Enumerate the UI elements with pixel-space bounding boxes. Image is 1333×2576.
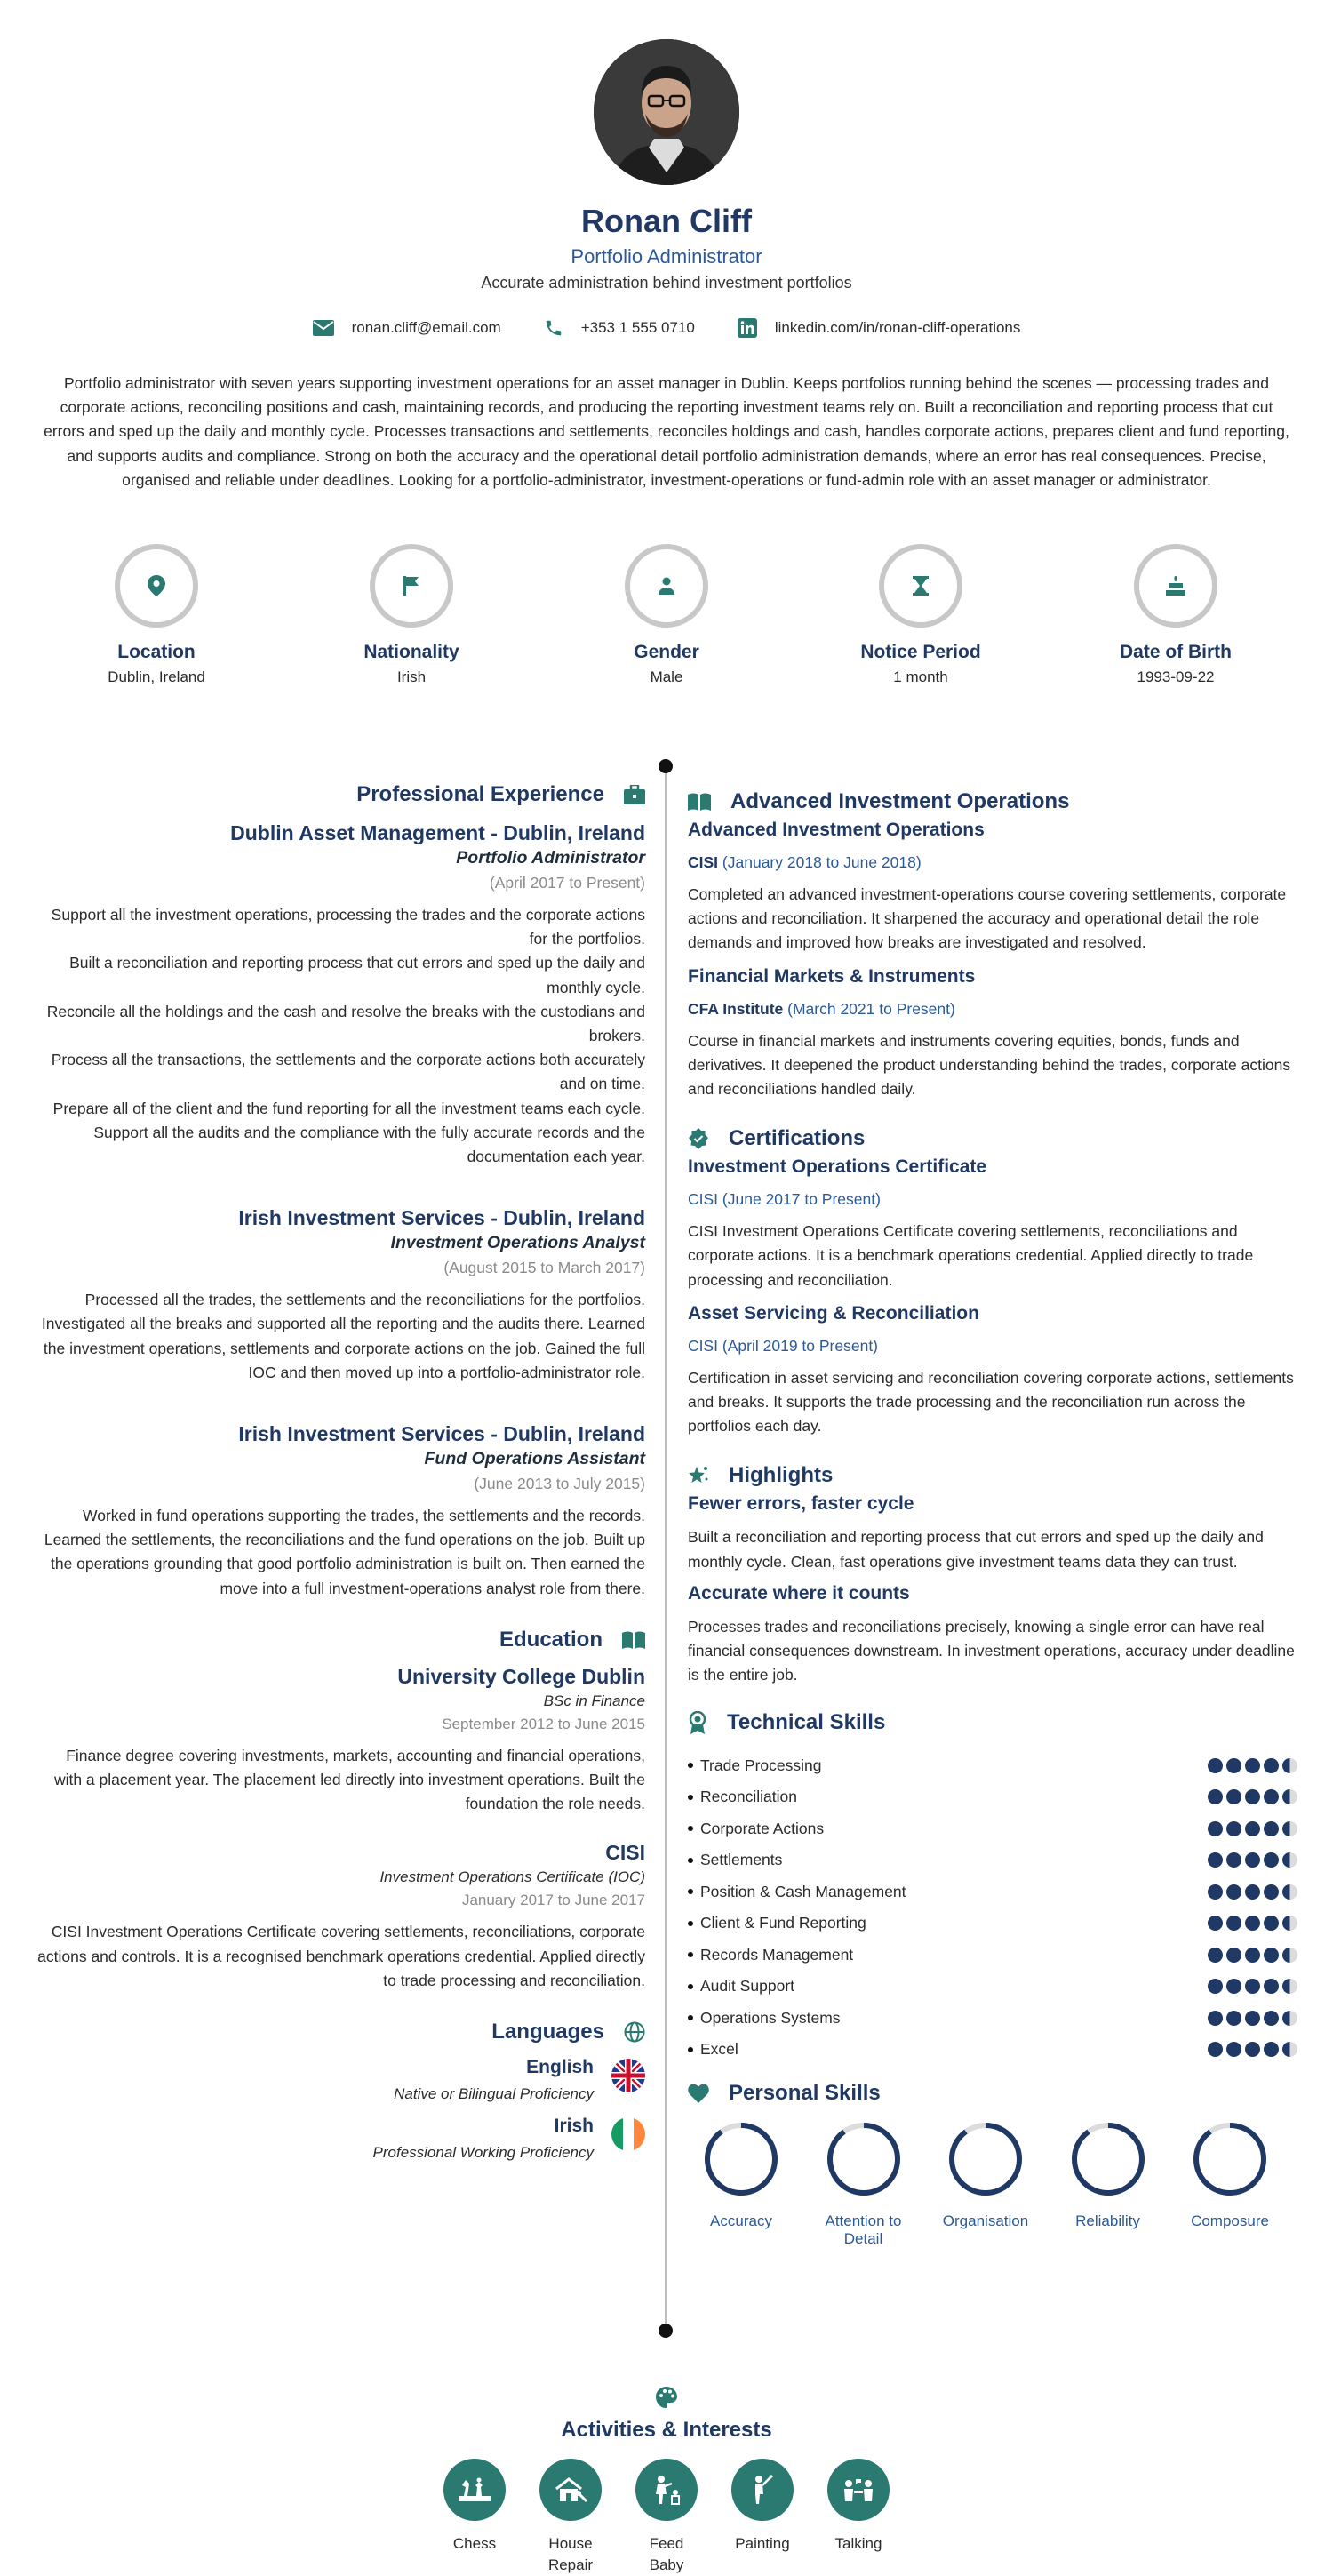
personal-skills-list [688,2122,1283,2248]
job-responsibilities [36,903,645,1169]
certification-issuer [688,1190,1297,1209]
personal-skill-item [932,2122,1039,2248]
sparkle-star-icon [688,1465,709,1486]
certification-title: Asset Servicing & Reconciliation [688,1302,979,1324]
job-description: Worked in fund operations supporting the trades, the settlements and the records. Learned the settlements, the reconciliations and the fund operations on the job. Built up the operations grounding that good portfolio administration is built on. Then earned the move into a full investment-operations analyst role from there. [44,1507,645,1597]
heart-icon [688,2084,709,2103]
phone-icon [544,318,563,338]
rating-dot [1264,1979,1279,1994]
activity-item [443,2459,506,2576]
rating-dot [1226,2042,1241,2057]
skill-rating [1208,2042,1297,2057]
info-gender [569,544,764,686]
skill-rating [1208,2011,1297,2026]
job-title: Investment Operations Analyst [390,1233,645,1253]
rating-dot [1208,1758,1223,1773]
candidate-role: Portfolio Administrator [571,245,762,268]
skill-progress-ring [1193,2122,1267,2196]
certification-description: Certification in asset servicing and reconciliation covering corporate actions, settlements and breaks. It supports the trade processing and the reconciliation run across the portfolios each day. [688,1368,1294,1436]
rating-dot [1282,1979,1297,1994]
job-line: Support all the audits and the compliance with the fully accurate records and the documentation each year. [93,1123,645,1166]
highlight-title: Fewer errors, faster cycle [688,1493,914,1515]
contact-email[interactable] [313,318,501,338]
rating-dot [1245,1916,1260,1931]
skill-name: Reconciliation [688,1788,797,1806]
rating-dot [1208,2011,1223,2026]
training-title: Financial Markets & Instruments [688,965,976,987]
skill-rating [1208,1916,1297,1931]
experience-item [36,1422,645,1601]
training-title: Advanced Investment Operations [688,820,985,840]
training-provider [688,853,1297,872]
rating-dot [1264,1758,1279,1773]
certifications-heading [688,1126,1297,1151]
skill-progress-ring [704,2122,778,2196]
activity-item [827,2459,890,2576]
palette-icon [0,2386,1333,2409]
rating-dot [1245,1821,1260,1836]
badge-check-icon [688,1128,709,1149]
education-degree: BSc in Finance [543,1692,645,1709]
rating-dot [1282,2011,1297,2026]
personal-skills-heading [688,2081,1297,2106]
technical-skill-item [688,1781,1297,1813]
training-dates: (January 2018 to June 2018) [722,853,922,871]
training-item [688,820,1297,956]
skill-name: Corporate Actions [688,1820,824,1838]
certification-item [688,1156,1297,1292]
rating-dot [1208,1821,1223,1836]
activity-name: Feed Baby [649,2535,684,2573]
right-column [688,789,1297,2248]
rating-dot [1282,1758,1297,1773]
personal-skill-name: Reliability [1075,2212,1140,2230]
linkedin-icon [738,318,757,338]
skill-rating [1208,1884,1297,1900]
education-item [36,1841,645,1993]
activity-name: House Repair [547,2535,594,2573]
highlight-item [688,1493,1297,1573]
certification-org: CISI [688,1190,719,1209]
rating-dot [1245,1852,1260,1868]
timeline-line [665,766,666,2331]
info-label: Nationality [363,642,459,662]
education-institution: University College Dublin [397,1664,645,1688]
technical-skill-item [688,1844,1297,1876]
rating-dot [1264,1884,1279,1900]
technical-skill-item [688,1749,1297,1781]
highlight-description: Built a reconciliation and reporting process that cut errors and sped up the daily and monthly cycle. Clean, fast operations give investment teams data they can trust. [688,1528,1264,1571]
info-location [59,544,254,686]
feed-baby-icon [635,2459,698,2521]
rating-dot [1282,1916,1297,1931]
rating-dot [1245,1789,1260,1804]
technical-skills-list [688,1749,1297,2065]
info-label: Location [117,642,196,662]
rating-dot [1226,1789,1241,1804]
language-level: Professional Working Proficiency [372,2144,594,2162]
highlights-heading-text: Highlights [729,1463,834,1488]
education-heading-text: Education [499,1627,603,1652]
rating-dot [1226,1821,1241,1836]
email-text: ronan.cliff@email.com [351,319,501,336]
info-notice-period [823,544,1018,686]
technical-skill-item [688,1812,1297,1844]
skill-name: Operations Systems [688,2009,841,2028]
technical-skill-item [688,2002,1297,2034]
job-line: Prepare all of the client and the fund reporting for all the investment teams each cycle. [52,1099,645,1117]
info-value: Irish [396,668,427,685]
job-title: Portfolio Administrator [456,848,645,868]
info-value: Male [650,668,683,685]
certification-org: CISI [688,1336,719,1355]
personal-skill-item [1177,2122,1283,2248]
rating-dot [1208,1789,1223,1804]
technical-skill-item [688,1939,1297,1971]
chess-icon [443,2459,506,2521]
highlight-description: Processes trades and reconciliations precisely, knowing a single error can have real financial consequences downstream. In investment operations, accuracy under deadline is the entire job. [688,1617,1295,1684]
personal-skills-heading-text: Personal Skills [729,2081,881,2106]
personal-skill-item [688,2122,794,2248]
rating-dot [1226,2011,1241,2026]
activities-list [0,2459,1333,2576]
skill-rating [1208,1979,1297,1994]
timeline-start-dot [659,759,673,773]
skill-rating [1208,1789,1297,1804]
rating-dot [1282,1789,1297,1804]
education-degree: Investment Operations Certificate (IOC) [379,1868,645,1886]
rating-dot [1226,1852,1241,1868]
highlight-title: Accurate where it counts [688,1582,910,1604]
training-org: CFA Institute [688,999,784,1018]
hourglass-icon [913,576,929,596]
skill-name: Audit Support [688,1977,794,1996]
technical-skills-heading [688,1710,1297,1735]
languages-heading-text: Languages [491,2020,604,2044]
certification-dates: (June 2017 to Present) [722,1190,881,1209]
activity-item [635,2459,698,2576]
timeline-end-dot [659,2324,673,2338]
certifications-heading-text: Certifications [729,1126,866,1151]
skill-progress-ring [1071,2122,1145,2196]
skill-name: Settlements [688,1851,782,1869]
info-value: Dublin, Ireland [108,668,205,685]
flag-icon [403,576,419,596]
rating-dot [1226,1884,1241,1900]
house-repair-icon [539,2459,602,2521]
profile-summary: Portfolio administrator with seven years supporting investment operations for an asset manager in Dublin. Keeps portfolios running behind the scenes — processing trades and corporate actions, reconciling positions and cash, maintaining records, and producing the reporting investment teams rely on. Built a reconciliation and reporting process that cut errors and sped up the daily and monthly cycle. Processes transactions and settlements, reconciles holdings and cash, handles corporate actions, prepares client and fund reporting, and supports audits and compliance. Strong on both the accuracy and the operational detail portfolio administration demands, where an error has real consequences. Precise, organised and reliable under deadlines. Looking for a portfolio-administrator, investment-operations or fund-admin role with an asset manager or administrator. [44,374,1289,489]
contact-bar [0,318,1333,338]
experience-item [36,1206,645,1385]
rating-dot [1264,1948,1279,1963]
job-line: Built a reconciliation and reporting process that cut errors and sped up the daily and monthly cycle. [69,954,645,996]
languages-heading [36,2020,645,2044]
technical-skill-item [688,2034,1297,2066]
contact-phone[interactable] [544,318,695,338]
job-description: Processed all the trades, the settlements and the reconciliations for the portfolios. Investigated all the breaks and supported all the reporting and the audits there. Learned the investment operations, settlements and corporate actions on the job. Gained the full IOC and then moved up into a portfolio-administrator role. [41,1291,645,1381]
language-name: English [526,2057,594,2078]
rating-dot [1282,1852,1297,1868]
briefcase-icon [624,785,645,804]
talking-icon [827,2459,890,2521]
profile-photo [594,39,739,185]
training-org: CISI [688,853,719,871]
job-line: Support all the investment operations, processing the trades and the corporate actions for the portfolios. [51,906,645,948]
personal-skill-item [810,2122,917,2248]
technical-skills-heading-text: Technical Skills [727,1710,886,1735]
skill-name: Position & Cash Management [688,1883,906,1901]
rating-dot [1208,1979,1223,1994]
candidate-name: Ronan Cliff [581,203,752,239]
book-icon [622,1631,645,1649]
rating-dot [1282,1948,1297,1963]
rating-dot [1245,1884,1260,1900]
experience-heading-text: Professional Experience [356,782,604,806]
info-value: 1993-09-22 [1137,668,1215,685]
technical-skill-item [688,1971,1297,2003]
ireland-flag-icon [611,2117,645,2151]
personal-skill-name: Attention to Detail [825,2212,902,2248]
globe-icon [624,2021,645,2043]
job-dates: (August 2015 to March 2017) [443,1259,645,1277]
education-description: Finance degree covering investments, markets, accounting and financial operations, with a placement year. The placement led directly into investment operations. Built the foundation the role needs. [53,1746,645,1813]
left-column [36,782,645,2162]
activity-name: Talking [834,2535,882,2552]
activity-name: Painting [735,2535,790,2552]
job-company: Irish Investment Services - Dublin, Ireland [238,1422,645,1446]
skill-name: Trade Processing [688,1756,822,1775]
personal-skill-name: Organisation [942,2212,1029,2230]
experience-item [36,821,645,1169]
phone-text: +353 1 555 0710 [580,319,695,336]
certification-description: CISI Investment Operations Certificate covering settlements, reconciliations and corporate actions. It is a benchmark operations credential. Applied directly to trade processing and reconciliation. [688,1222,1254,1289]
rating-dot [1245,2011,1260,2026]
experience-heading [36,782,645,807]
activity-name: Chess [452,2535,497,2552]
rating-dot [1208,2042,1223,2057]
info-date-of-birth [1078,544,1273,686]
training-provider [688,1000,1297,1019]
job-company: Dublin Asset Management - Dublin, Ireland [230,821,645,844]
personal-skill-item [1055,2122,1161,2248]
rating-dot [1208,1884,1223,1900]
skill-name: Excel [688,2040,738,2059]
rating-dot [1245,1979,1260,1994]
technical-skill-item [688,1908,1297,1940]
rating-dot [1264,1821,1279,1836]
info-label: Date of Birth [1120,642,1232,662]
person-icon [658,577,675,595]
book-icon [688,793,711,811]
linkedin-text: linkedin.com/in/ronan-cliff-operations [774,319,1021,336]
rating-dot [1208,1852,1223,1868]
rating-dot [1226,1916,1241,1931]
rating-dot [1245,1758,1260,1773]
certification-dates: (April 2019 to Present) [722,1336,879,1355]
candidate-tagline: Accurate administration behind investment portfolios [481,274,852,292]
highlights-heading [688,1463,1297,1488]
contact-linkedin[interactable] [738,318,1021,338]
info-value: 1 month [893,668,948,685]
language-level: Native or Bilingual Proficiency [394,2085,594,2103]
training-item [688,966,1297,1102]
language-name: Irish [554,2116,594,2137]
rating-dot [1226,1979,1241,1994]
certification-title: Investment Operations Certificate [688,1156,987,1178]
certification-issuer [688,1337,1297,1356]
education-dates: September 2012 to June 2015 [442,1715,645,1732]
certification-item [688,1303,1297,1439]
painting-icon [731,2459,794,2521]
resume-header [0,39,1333,292]
rating-dot [1264,1916,1279,1931]
job-dates: (April 2017 to Present) [489,874,645,892]
language-item [36,2057,645,2103]
rating-dot [1282,2042,1297,2057]
award-ribbon-icon [688,1711,707,1734]
rating-dot [1264,2042,1279,2057]
education-dates: January 2017 to June 2017 [461,1892,645,1909]
education-heading [36,1628,645,1652]
activities-section [0,2386,1333,2576]
rating-dot [1226,1758,1241,1773]
rating-dot [1282,1821,1297,1836]
rating-dot [1264,2011,1279,2026]
rating-dot [1264,1852,1279,1868]
activity-item [731,2459,794,2576]
training-description: Course in financial markets and instruments covering equities, bonds, funds and derivatives. It deepened the product understanding behind the trades, corporate actions and reconciliations handled daily. [688,1031,1291,1099]
skill-rating [1208,1821,1297,1836]
education-item [36,1665,645,1817]
info-label: Gender [634,642,699,662]
rating-dot [1226,1948,1241,1963]
rating-dot [1245,2042,1260,2057]
personal-skill-name: Accuracy [710,2212,772,2230]
cake-icon [1166,576,1185,596]
skill-rating [1208,1852,1297,1868]
job-company: Irish Investment Services - Dublin, Ireland [238,1206,645,1230]
location-pin-icon [148,575,165,596]
education-institution: CISI [605,1841,645,1865]
skill-progress-ring [826,2122,901,2196]
rating-dot [1208,1948,1223,1963]
job-line: Reconcile all the holdings and the cash and resolve the breaks with the custodians and brokers. [46,1002,645,1045]
training-description: Completed an advanced investment-operations course covering settlements, corporate actions and reconciliation. It sharpened the accuracy and operational detail the role demands and improved how breaks are investigated and resolved. [688,885,1287,952]
job-dates: (June 2013 to July 2015) [474,1475,645,1493]
info-label: Notice Period [860,642,981,662]
skill-name: Client & Fund Reporting [688,1914,866,1932]
skill-rating [1208,1758,1297,1773]
skill-progress-ring [948,2122,1023,2196]
language-item [36,2116,645,2162]
training-heading-text: Advanced Investment Operations [730,789,1070,813]
personal-skill-name: Composure [1191,2212,1269,2230]
info-nationality [314,544,509,686]
job-title: Fund Operations Assistant [424,1449,645,1469]
email-icon [313,320,334,336]
rating-dot [1245,1948,1260,1963]
skill-name: Records Management [688,1946,853,1964]
education-description: CISI Investment Operations Certificate covering settlements, reconciliations, corporate actions and controls. It is a recognised benchmark operations credential. Applied directly to trade processing and reconciliation. [37,1923,645,1989]
activities-heading: Activities & Interests [561,2418,772,2442]
training-dates: (March 2021 to Present) [787,999,955,1018]
job-line: Process all the transactions, the settlements and the corporate actions both accurately and on time. [51,1051,645,1093]
highlight-item [688,1583,1297,1688]
uk-flag-icon [611,2059,645,2092]
rating-dot [1208,1916,1223,1931]
activity-item [539,2459,602,2576]
training-heading [688,789,1297,814]
rating-dot [1264,1789,1279,1804]
rating-dot [1282,1884,1297,1900]
skill-rating [1208,1948,1297,1963]
technical-skill-item [688,1876,1297,1908]
